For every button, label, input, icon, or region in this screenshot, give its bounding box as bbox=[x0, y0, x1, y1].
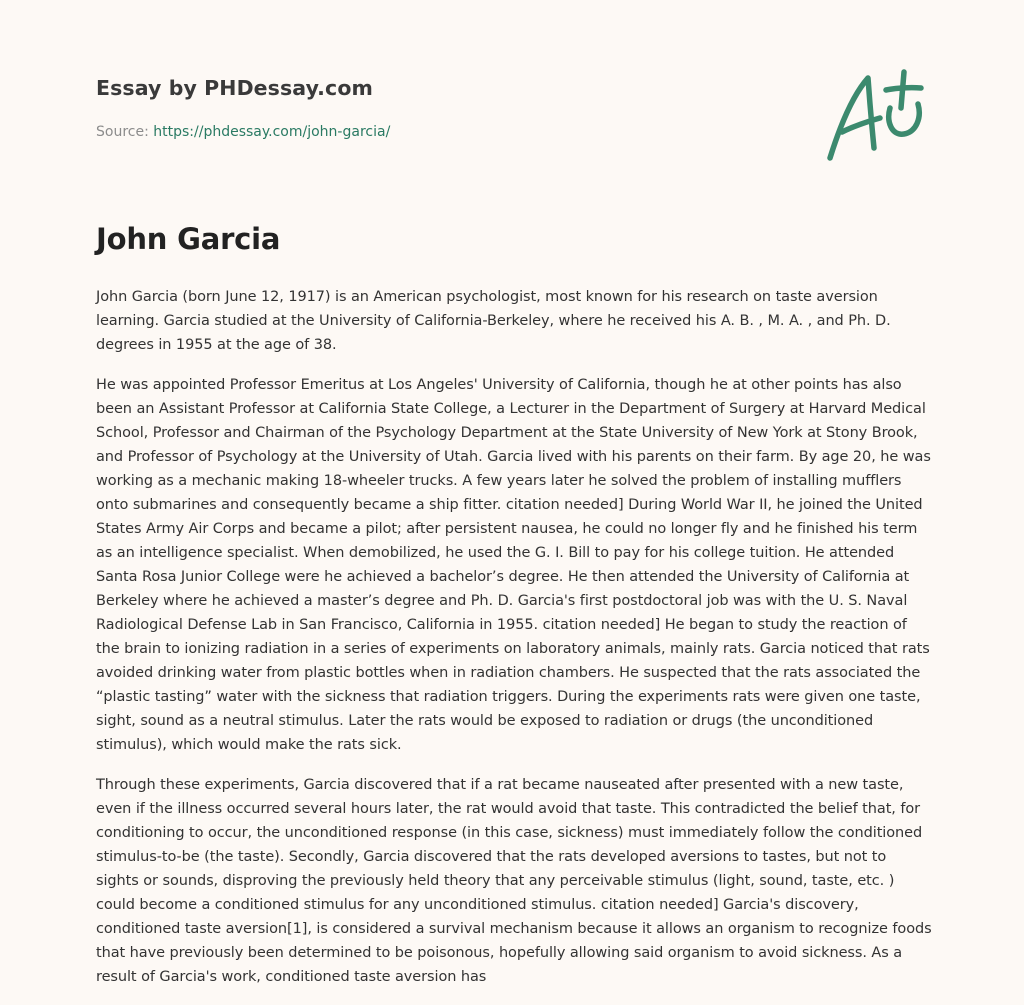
essay-title: John Garcia bbox=[96, 222, 281, 256]
source-line bbox=[96, 124, 390, 140]
source-label: Source: bbox=[96, 124, 149, 140]
essay-paragraph: He was appointed Professor Emeritus at Los Angeles' University of California, though he at other points has also been an Assistant Professor at California State College, a Lecturer in the Department of Surgery at Harvard Medical School, Professor and Chairman of the Psychology Department at the State University of New York at Stony Brook, and Professor of Psychology at the University of Utah. Garcia lived with his parents on their farm. By age 20, he was working as a mechanic making 18-wheeler trucks. A few years later he solved the problem of installing mufflers onto submarines and consequently became a ship fitter. citation needed] During World War II, he joined the United States Army Air Corps and became a pilot; after persistent nausea, he could no longer fly and he finished his term as an intelligence specialist. When demobilized, he used the G. I. Bill to pay for his college tuition. He attended Santa Rosa Junior College were he achieved a bachelor’s degree. He then attended the University of California at Berkeley where he achieved a master’s degree and Ph. D. Garcia's first postdoctoral job was with the U. S. Naval Radiological Defense Lab in San Francisco, California in 1955. citation needed] He began to study the reaction of the brain to ionizing radiation in a series of experiments on laboratory animals, mainly rats. Garcia noticed that rats avoided drinking water from plastic bottles when in radiation chambers. He suspected that the rats associated the “plastic tasting” water with the sickness that radiation triggers. During the experiments rats were given one taste, sight, sound as a neutral stimulus. Later the rats would be exposed to radiation or drugs (the unconditioned stimulus), which would make the rats sick. bbox=[96, 377, 931, 753]
source-link[interactable]: https://phdessay.com/john-garcia/ bbox=[153, 124, 391, 140]
essay-paragraph: Through these experiments, Garcia discovered that if a rat became nauseated after presented with a new taste, even if the illness occurred several hours later, the rat would avoid that taste. This contradicted the belief that, for conditioning to occur, the unconditioned response (in this case, sickness) must immediately follow the conditioned stimulus-to-be (the taste). Secondly, Garcia discovered that the rats developed aversions to tastes, but not to sights or sounds, disproving the previously held theory that any perceivable stimulus (light, sound, taste, etc. ) could become a conditioned stimulus for any unconditioned stimulus. citation needed] Garcia's discovery, conditioned taste aversion[1], is considered a survival mechanism because it allows an organism to recognize foods that have previously been determined to be poisonous, hopefully allowing said organism to avoid sickness. As a result of Garcia's work, conditioned taste aversion has bbox=[96, 777, 932, 985]
essay-body bbox=[96, 285, 932, 1005]
essay-header bbox=[96, 76, 736, 140]
a-plus-grade-icon bbox=[820, 66, 932, 166]
essay-paragraph: John Garcia (born June 12, 1917) is an American psychologist, most known for his research on taste aversion learning. Garcia studied at the University of California-Berkeley, where he received his A. B. , M. A. , and Ph. D. degrees in 1955 at the age of 38. bbox=[96, 289, 891, 353]
site-title: Essay by PHDessay.com bbox=[96, 76, 373, 100]
